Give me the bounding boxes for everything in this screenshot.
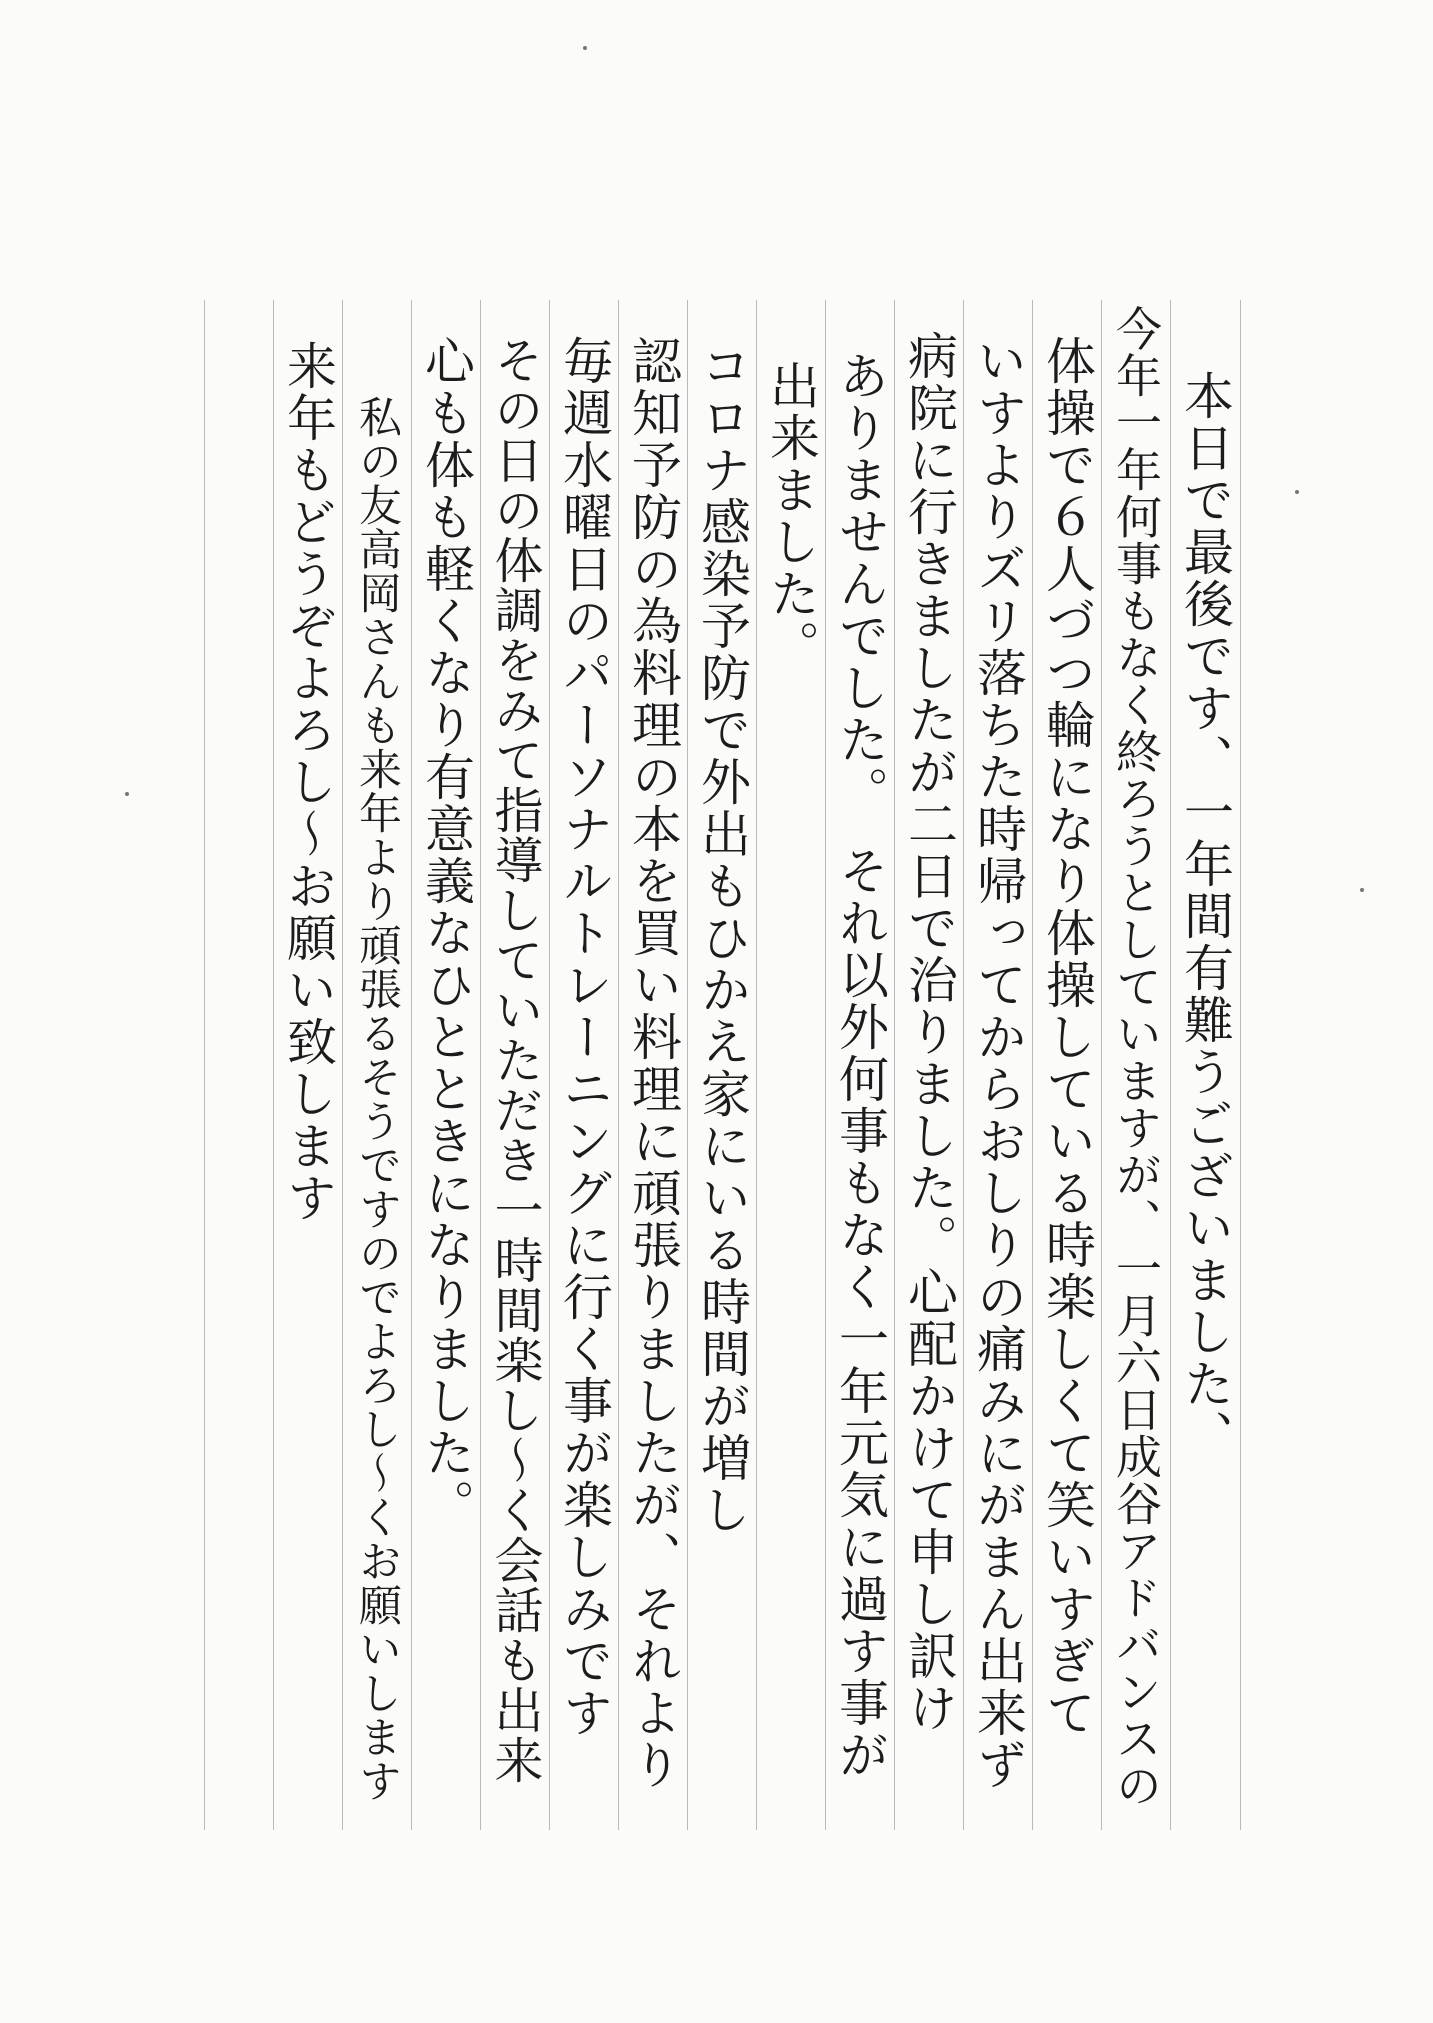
scan-speck <box>125 792 129 796</box>
letter-line: 毎週水曜日のパーソナルトレーニングに行く事が楽しみです <box>555 335 613 1739</box>
letter-line: ありませんでした。 それ以外何事もなく一年元気に過す事が <box>831 350 889 1781</box>
letter-line: いすよりズリ落ちた時帰ってからおしりの痛みにがまん出来ず <box>969 335 1027 1791</box>
letter-line: 体操で６人づつ輪になり体操している時楽しくて笑いすぎて <box>1038 335 1096 1739</box>
letter-line: 今年一年何事もなく終ろうとしていますが、一月六日成谷アドバンスの <box>1109 305 1163 1809</box>
ruled-line <box>204 300 205 1830</box>
scan-speck <box>1360 888 1364 892</box>
letter-line: 心も体も軽くなり有意義なひとときになりました。 <box>417 335 475 1531</box>
scan-speck <box>1295 490 1299 494</box>
scan-speck <box>583 46 587 50</box>
letter-line: 認知予防の為料理の本を買い料理に頑張りましたが、それより <box>624 335 682 1791</box>
letter-line: その日の体調をみて指導していただき一時間楽し〜く会話も出来 <box>487 335 544 1785</box>
letter-line: コロナ感染予防で外出もひかえ家にいる時間が増し <box>693 340 751 1536</box>
letter-line: 本日で最後です、一年間有難うございました、 <box>1176 370 1234 1462</box>
ruled-line <box>1240 300 1241 1830</box>
letter-line: 出来ました。 <box>762 360 820 672</box>
letter-line: 来年もどうぞよろし〜お願い致します <box>279 340 337 1224</box>
letter-line: 病院に行きましたが二日で治りました。心配かけて申し訳け <box>900 330 958 1734</box>
letter-line: 私の友高岡さんも来年より頑張るそうですのでよろし〜くお願いします <box>352 395 402 1803</box>
